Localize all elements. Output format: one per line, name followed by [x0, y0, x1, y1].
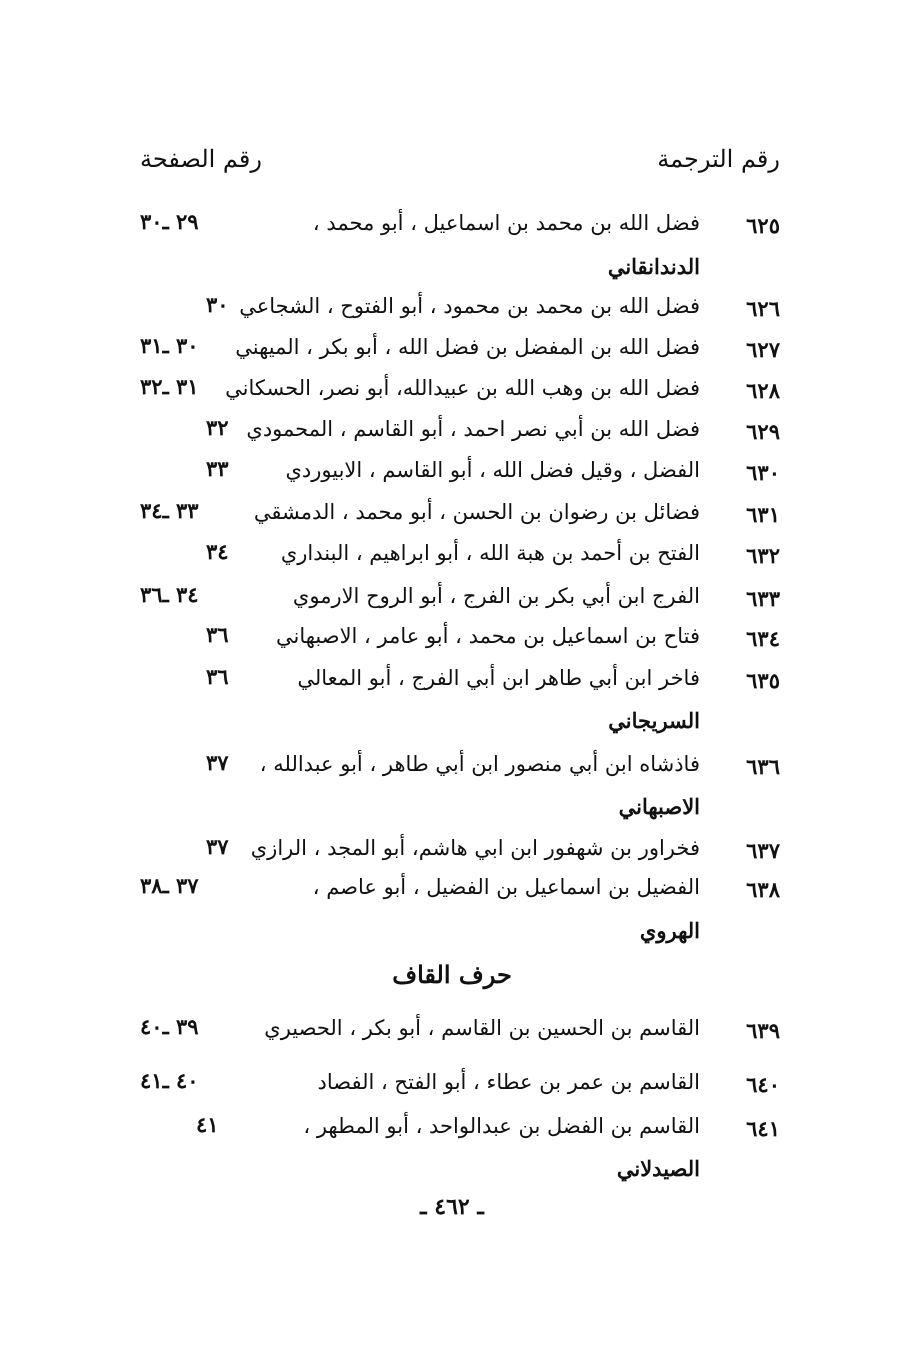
page-number: ـ ٤٦٢ ـ: [420, 1194, 484, 1220]
entry-number: ٦٢٨: [746, 378, 780, 403]
entry-number: ٦٤٠: [746, 1072, 780, 1097]
entry-name: فضل الله بن محمد بن اسماعيل ، أبو محمد ،: [312, 211, 700, 235]
entry-name: القاسم بن الفضل بن عبدالواحد ، أبو المطهر ،: [303, 1114, 700, 1138]
entry-pages: ٣١ ـ٣٢: [140, 374, 199, 399]
entry-continuation: الاصبهاني: [618, 794, 700, 819]
entry-number: ٦٢٥: [746, 213, 780, 238]
entry-continuation: السريجاني: [608, 708, 700, 733]
entry-number: ٦٤١: [746, 1116, 780, 1141]
entry-number: ٦٣٣: [746, 586, 780, 611]
entry-name: فاخر ابن أبي طاهر ابن أبي الفرج ، أبو المعالي: [297, 666, 700, 690]
entry-number: ٦٣١: [746, 502, 780, 527]
entry-pages: ٣٧: [206, 750, 229, 775]
index-row: [140, 331, 780, 371]
entry-name: فتاح بن اسماعيل بن محمد ، أبو عامر ، الاصبهاني: [275, 624, 700, 648]
entry-name: فخراور بن شهفور ابن ابي هاشم، أبو المجد ، الرازي: [250, 836, 700, 860]
entry-number: ٦٢٩: [746, 419, 780, 444]
entry-pages: ٣٠: [206, 292, 229, 317]
entry-number: ٦٣٥: [746, 668, 780, 693]
index-row: [140, 290, 780, 330]
entry-number: ٦٣٢: [746, 543, 780, 568]
index-row: [140, 413, 780, 453]
index-row: [140, 580, 780, 620]
entry-name: الفرج ابن أبي بكر بن الفرج ، أبو الروح الارموي: [292, 584, 700, 608]
entry-pages: ٤٠ ـ٤١: [140, 1068, 199, 1093]
entry-pages: ٣٧: [206, 834, 229, 859]
index-row: [140, 748, 780, 788]
entry-number: ٦٢٧: [746, 337, 780, 362]
entry-number: ٦٣٩: [746, 1018, 780, 1043]
entry-pages: ٣٤ ـ٣٦: [140, 582, 199, 607]
entry-name: الفتح بن أحمد بن هبة الله ، أبو ابراهيم ، البنداري: [280, 541, 700, 565]
entry-pages: ٣٧ ـ٣٨: [140, 873, 199, 898]
entry-name: فضل الله بن أبي نصر احمد ، أبو القاسم ، المحمودي: [246, 417, 700, 441]
entry-name: فاذشاه ابن أبي منصور ابن أبي طاهر ، أبو عبدالله ،: [259, 752, 700, 776]
entry-number: ٦٢٦: [746, 296, 780, 321]
entry-number-heading: رقم الترجمة: [657, 145, 780, 173]
index-row: [140, 662, 780, 702]
entry-pages: ٤١: [196, 1112, 219, 1137]
index-row: [140, 537, 780, 577]
index-row: [140, 207, 780, 247]
entry-name: القاسم بن عمر بن عطاء ، أبو الفتح ، الفصاد: [317, 1070, 700, 1094]
index-row: [140, 496, 780, 536]
entry-name: فضل الله بن محمد بن محمود ، أبو الفتوح ، الشجاعي: [239, 294, 700, 318]
entry-name: الفضل ، وقيل فضل الله ، أبو القاسم ، الابيوردي: [285, 458, 700, 482]
page-number-heading: رقم الصفحة: [140, 145, 262, 173]
index-row: [140, 1012, 780, 1052]
entry-name: القاسم بن الحسين بن القاسم ، أبو بكر ، الحصيري: [264, 1016, 700, 1040]
entry-pages: ٢٩ ـ٣٠: [140, 209, 199, 234]
entry-number: ٦٣٨: [746, 877, 780, 902]
entry-pages: ٣٦: [206, 622, 229, 647]
index-row: [140, 832, 780, 872]
index-row: [140, 454, 780, 494]
entry-pages: ٣٢: [206, 415, 229, 440]
entry-pages: ٣٣ ـ٣٤: [140, 498, 199, 523]
entry-continuation: الهروي: [639, 918, 700, 943]
entry-pages: ٣٠ ـ٣١: [140, 333, 199, 358]
entry-pages: ٣٦: [206, 664, 229, 689]
entry-name: فضائل بن رضوان بن الحسن ، أبو محمد ، الدمشقي: [253, 500, 700, 524]
entry-pages: ٣٣: [206, 456, 229, 481]
entry-number: ٦٣٧: [746, 838, 780, 863]
entry-number: ٦٣٠: [746, 460, 780, 485]
entry-number: ٦٣٦: [746, 754, 780, 779]
entry-name: فضل الله بن وهب الله بن عبيدالله، أبو نصر، الحسكاني: [225, 376, 700, 400]
entry-number: ٦٣٤: [746, 626, 780, 651]
index-row: [140, 871, 780, 911]
index-row: [140, 1110, 780, 1150]
section-heading: حرف القاف: [392, 960, 512, 989]
entry-continuation: الدندانقاني: [607, 254, 700, 279]
entry-pages: ٣٩ ـ٤٠: [140, 1014, 199, 1039]
index-row: [140, 1066, 780, 1106]
entry-name: فضل الله بن المفضل بن فضل الله ، أبو بكر ، الميهني: [235, 335, 700, 359]
entry-continuation: الصيدلاني: [616, 1156, 700, 1181]
index-row: [140, 372, 780, 412]
entry-name: الفضيل بن اسماعيل بن الفضيل ، أبو عاصم ،: [312, 875, 700, 899]
entry-pages: ٣٤: [206, 539, 229, 564]
index-row: [140, 620, 780, 660]
